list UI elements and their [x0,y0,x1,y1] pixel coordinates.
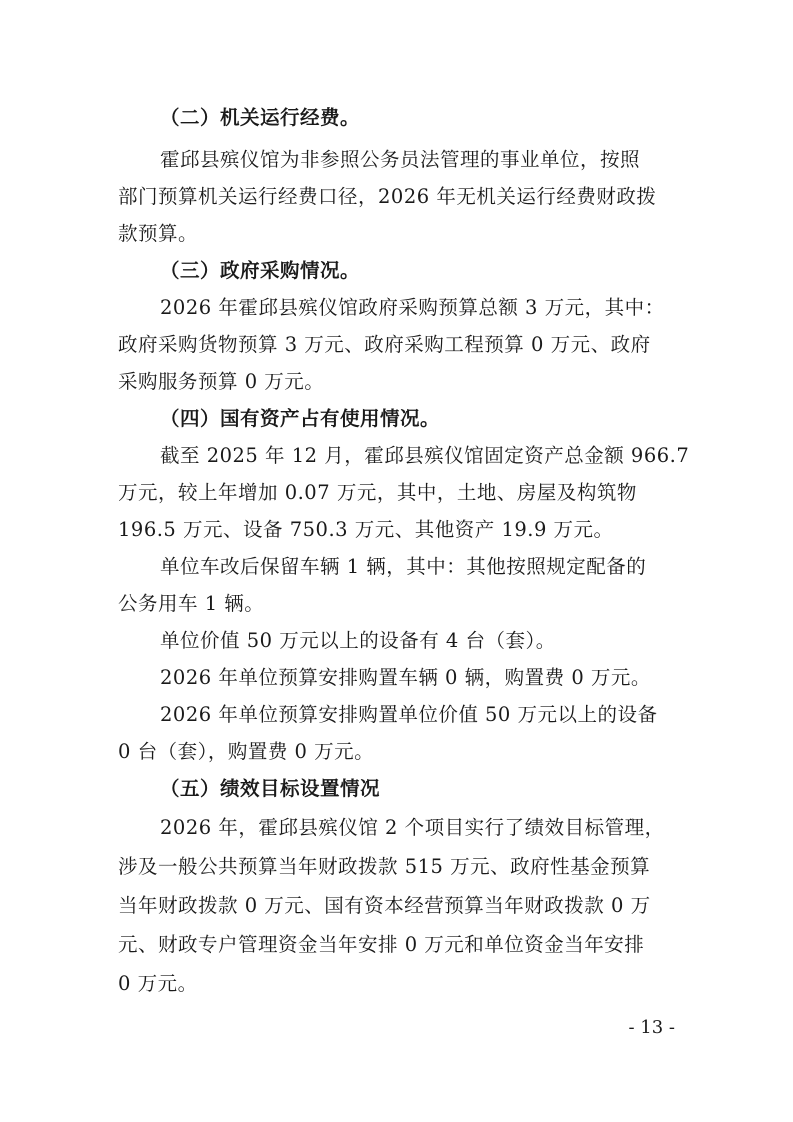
page-number: - 13 - [628,1017,675,1038]
paragraph-line: 元、财政专户管理资金当年安排 0 万元和单位资金当年安排 [118,933,645,956]
section-heading-3: （三）政府采购情况。 [160,259,361,282]
paragraph-line: 2026 年单位预算安排购置单位价值 50 万元以上的设备 [160,703,658,726]
paragraph-line: 公务用车 1 辆。 [118,592,265,615]
paragraph-line: 2026 年，霍邱县殡仪馆 2 个项目实行了绩效目标管理， [160,816,665,839]
paragraph-line: 万元，较上年增加 0.07 万元，其中，土地、房屋及构筑物 [118,481,637,504]
paragraph-line: 单位价值 50 万元以上的设备有 4 台（套）。 [160,629,556,652]
paragraph-line: 单位车改后保留车辆 1 辆，其中：其他按照规定配备的 [160,555,647,578]
paragraph-line: 霍邱县殡仪馆为非参照公务员法管理的事业单位，按照 [160,148,641,171]
paragraph-line: 采购服务预算 0 万元。 [118,370,325,393]
paragraph-line: 0 万元。 [118,972,198,995]
paragraph-line: 政府采购货物预算 3 万元、政府采购工程预算 0 万元、政府 [118,333,651,356]
paragraph-line: 截至 2025 年 12 月，霍邱县殡仪馆固定资产总金额 966.7 [160,444,690,467]
paragraph-line: 196.5 万元、设备 750.3 万元、其他资产 19.9 万元。 [118,518,614,541]
paragraph-line: 当年财政拨款 0 万元、国有资本经营预算当年财政拨款 0 万 [118,894,651,917]
section-heading-4: （四）国有资产占有使用情况。 [160,407,441,430]
paragraph-line: 2026 年霍邱县殡仪馆政府采购预算总额 3 万元，其中： [160,296,665,319]
paragraph-line: 涉及一般公共预算当年财政拨款 515 万元、政府性基金预算 [118,855,651,878]
section-heading-5: （五）绩效目标设置情况 [160,777,381,800]
paragraph-line: 款预算。 [118,222,199,245]
paragraph-line: 2026 年单位预算安排购置车辆 0 辆，购置费 0 万元。 [160,666,651,689]
section-heading-2: （二）机关运行经费。 [160,106,361,129]
paragraph-line: 部门预算机关运行经费口径，2026 年无机关运行经费财政拨 [118,185,657,208]
paragraph-line: 0 台（套），购置费 0 万元。 [118,740,375,763]
